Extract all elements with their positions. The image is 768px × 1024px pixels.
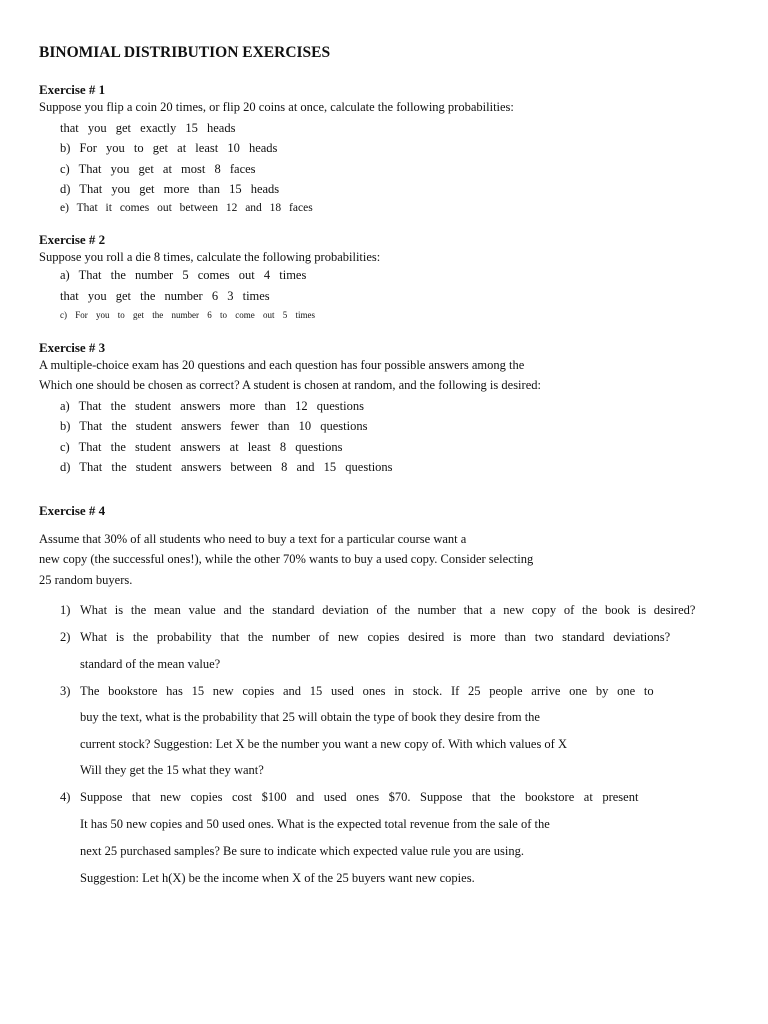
question-4-text-line-2: It has 50 new copies and 50 used ones. What is the expected total revenue from the sale of the bbox=[80, 817, 550, 831]
exercise-1-item: that you get exactly 15 heads bbox=[60, 121, 236, 135]
exercise-4-heading: Exercise # 4 bbox=[39, 503, 106, 518]
page-title: BINOMIAL DISTRIBUTION EXERCISES bbox=[39, 44, 331, 61]
exercise-2-item: that you get the number 6 3 times bbox=[60, 289, 270, 303]
exercise-2-item: c) For you to get the number 6 to come out 5 times bbox=[60, 310, 315, 320]
exercise-2-heading: Exercise # 2 bbox=[39, 232, 106, 247]
question-4-number: 4) bbox=[60, 790, 71, 804]
exercise-1-intro: Suppose you flip a coin 20 times, or flip 20 coins at once, calculate the following probabilities: bbox=[39, 100, 514, 114]
question-1-text: What is the mean value and the standard deviation of the number that a new copy of the book is desired? bbox=[80, 603, 696, 617]
question-4-text-line-3: next 25 purchased samples? Be sure to indicate which expected value rule you are using. bbox=[80, 844, 524, 858]
exercise-2-intro: Suppose you roll a die 8 times, calculate the following probabilities: bbox=[39, 250, 381, 264]
question-4-text-line-1: Suppose that new copies cost $100 and used ones $70. Suppose that the bookstore at present bbox=[80, 790, 639, 804]
question-3-text-line-1: The bookstore has 15 new copies and 15 used ones in stock. If 25 people arrive one by one to bbox=[80, 684, 654, 698]
question-3-text-line-2: buy the text, what is the probability that 25 will obtain the type of book they desire from the bbox=[80, 710, 540, 724]
exercise-3-item: b) That the student answers fewer than 10 questions bbox=[60, 419, 368, 433]
question-3-text-line-3: current stock? Suggestion: Let X be the number you want a new copy of. With which values of X bbox=[80, 737, 567, 751]
question-2-number: 2) bbox=[60, 630, 71, 644]
exercise-1-item: d) That you get more than 15 heads bbox=[60, 182, 280, 196]
exercise-2-item: a) That the number 5 comes out 4 times bbox=[60, 268, 307, 282]
exercise-1-heading: Exercise # 1 bbox=[39, 82, 106, 97]
exercise-1-item: e) That it comes out between 12 and 18 faces bbox=[60, 202, 313, 214]
exercise-4-paragraph-line-3: 25 random buyers. bbox=[39, 573, 133, 587]
question-2-text-line-2: standard of the mean value? bbox=[80, 657, 221, 671]
question-2-text-line-1: What is the probability that the number of new copies desired is more than two standard deviations? bbox=[80, 630, 671, 644]
exercise-3-item: c) That the student answers at least 8 questions bbox=[60, 440, 343, 454]
exercise-3-intro-line-2: Which one should be chosen as correct? A student is chosen at random, and the following is desired: bbox=[39, 378, 541, 392]
exercise-1-item: b) For you to get at least 10 heads bbox=[60, 141, 278, 155]
question-1-number: 1) bbox=[60, 603, 71, 617]
question-3-number: 3) bbox=[60, 684, 71, 698]
exercise-1-item: c) That you get at most 8 faces bbox=[60, 162, 256, 176]
exercise-4-paragraph-line-1: Assume that 30% of all students who need to buy a text for a particular course want a bbox=[39, 532, 467, 546]
question-4-text-line-4: Suggestion: Let h(X) be the income when X of the 25 buyers want new copies. bbox=[80, 871, 475, 885]
exercise-4-paragraph-line-2: new copy (the successful ones!), while the other 70% wants to buy a used copy. Consider selecting bbox=[39, 552, 534, 566]
exercise-3-intro-line-1: A multiple-choice exam has 20 questions and each question has four possible answers among the bbox=[39, 358, 525, 372]
exercise-3-item: a) That the student answers more than 12 questions bbox=[60, 399, 364, 413]
question-3-text-line-4: Will they get the 15 what they want? bbox=[80, 763, 264, 777]
exercise-3-item: d) That the student answers between 8 and 15 questions bbox=[60, 460, 393, 474]
exercise-3-heading: Exercise # 3 bbox=[39, 340, 106, 355]
